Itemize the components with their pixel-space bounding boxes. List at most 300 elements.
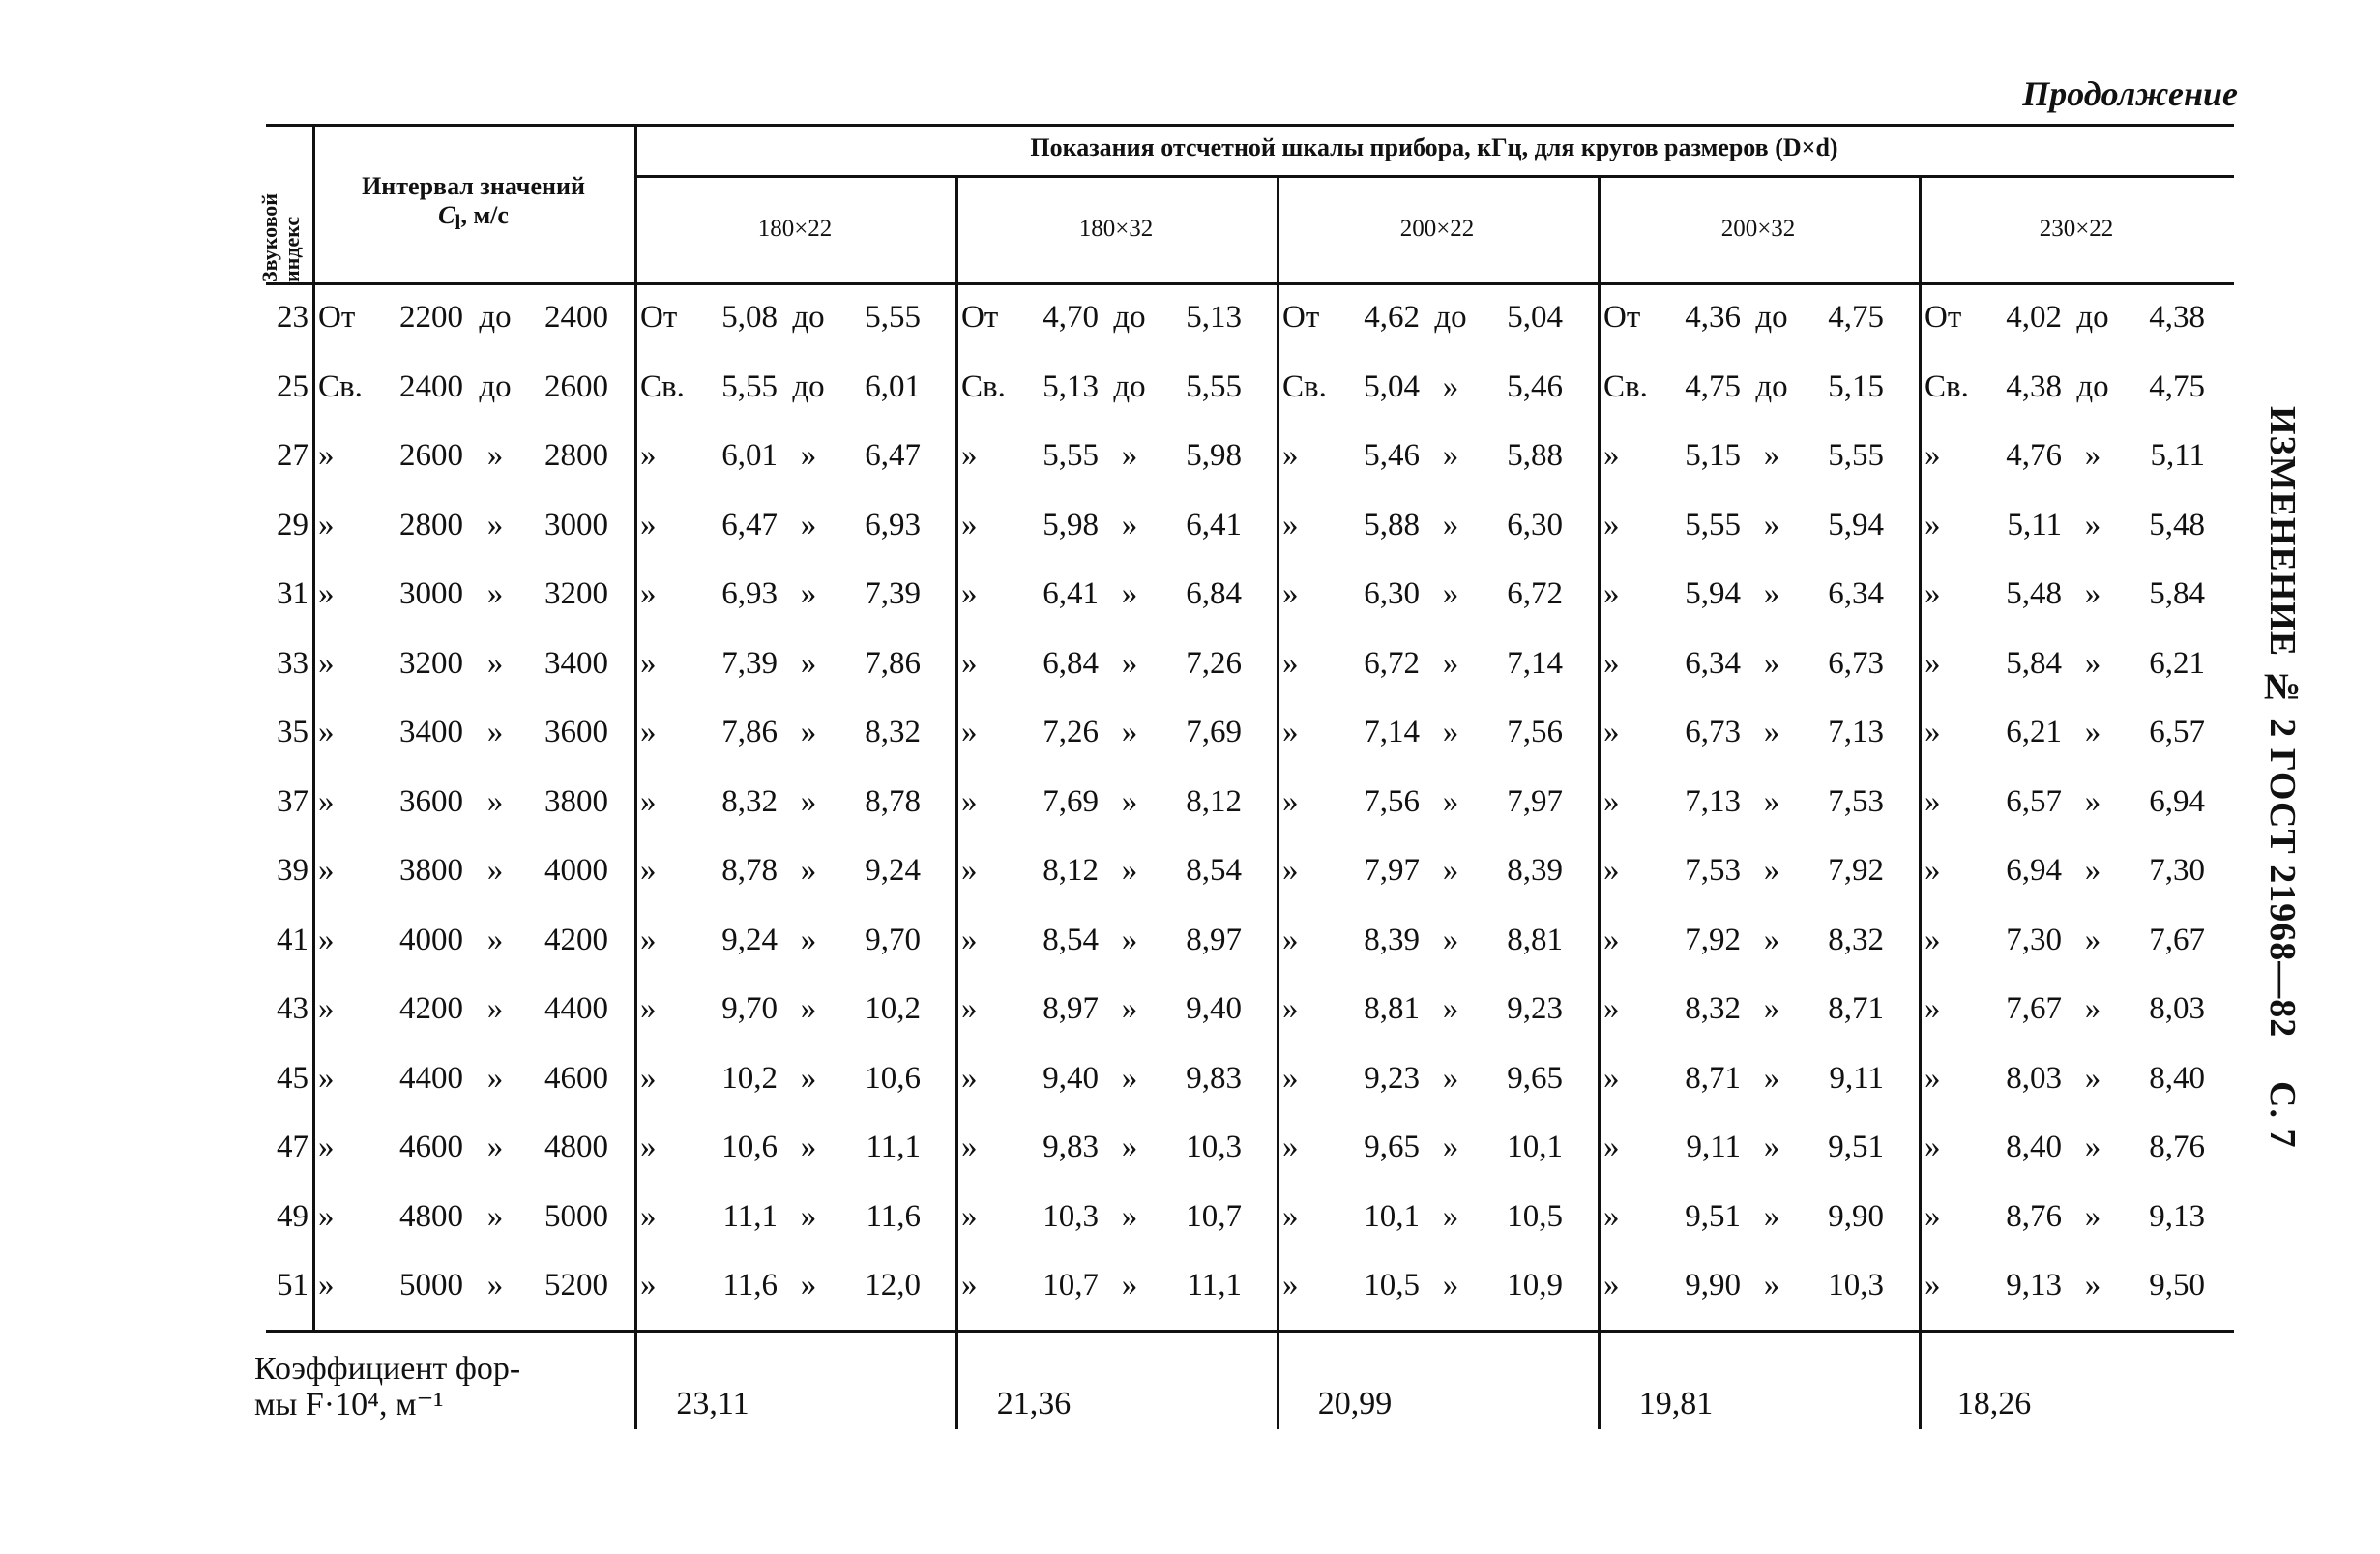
range-to: 6,73: [1828, 645, 1884, 681]
range-from: 3600: [399, 783, 463, 819]
reading-range-cell: [961, 715, 1242, 750]
range-prefix: »: [640, 576, 657, 611]
range-connector: до: [1434, 300, 1467, 335]
reading-range-cell: [640, 438, 921, 474]
range-connector: »: [1442, 991, 1459, 1026]
range-from: 7,30: [2006, 922, 2062, 957]
range-connector: »: [486, 715, 504, 749]
range-connector: »: [800, 853, 817, 888]
range-connector: до: [479, 300, 512, 335]
range-from: 7,56: [1364, 783, 1420, 819]
range-connector: »: [800, 645, 817, 681]
index-header-text: Звуковой индекс: [257, 193, 305, 282]
range-from: 9,65: [1364, 1129, 1420, 1164]
reading-range-cell: [1925, 923, 2205, 958]
range-connector: »: [486, 783, 504, 819]
range-to: 8,76: [2149, 1129, 2205, 1164]
range-to: 5,11: [2150, 438, 2205, 473]
range-prefix: »: [640, 991, 657, 1026]
range-connector: »: [1121, 783, 1138, 819]
range-from: 7,69: [1043, 783, 1099, 819]
reading-range-cell: [1925, 1061, 2205, 1097]
range-connector: »: [2084, 1268, 2101, 1303]
range-prefix: »: [318, 576, 335, 611]
range-connector: »: [1442, 1060, 1459, 1096]
range-connector: »: [2084, 507, 2101, 542]
range-from: 6,94: [2006, 853, 2062, 888]
range-to: 11,1: [1187, 1268, 1242, 1303]
reading-range-cell: [1603, 923, 1884, 958]
range-connector: »: [800, 1129, 817, 1164]
range-connector: »: [800, 991, 817, 1026]
range-prefix: »: [961, 645, 978, 681]
reading-range-cell: [1925, 853, 2205, 889]
range-prefix: »: [1603, 507, 1620, 542]
row-sound-index: 51: [277, 1268, 309, 1303]
range-prefix: »: [961, 576, 978, 611]
range-connector: »: [800, 1198, 817, 1234]
range-connector: »: [1121, 645, 1138, 681]
range-from: 4600: [399, 1129, 463, 1164]
range-connector: »: [1763, 1129, 1780, 1164]
range-to: 7,30: [2149, 853, 2205, 888]
range-connector: »: [1442, 368, 1459, 404]
range-connector: »: [1763, 853, 1780, 888]
range-from: 3400: [399, 715, 463, 749]
range-prefix: »: [318, 922, 335, 957]
range-to: 2800: [544, 438, 608, 473]
range-connector: до: [2076, 300, 2109, 335]
range-to: 6,47: [865, 438, 921, 473]
range-to: 7,92: [1828, 853, 1884, 888]
range-prefix: »: [318, 1060, 335, 1096]
reading-range-cell: [640, 369, 921, 405]
range-to: 8,78: [865, 783, 921, 819]
range-to: 8,97: [1186, 922, 1242, 957]
range-connector: »: [1121, 853, 1138, 888]
range-to: 8,32: [865, 715, 921, 749]
range-prefix: »: [961, 922, 978, 957]
range-prefix: »: [1603, 991, 1620, 1026]
range-to: 7,53: [1828, 783, 1884, 819]
range-to: 8,32: [1828, 922, 1884, 957]
range-prefix: »: [1925, 1129, 1941, 1164]
range-to: 5,55: [1828, 438, 1884, 473]
reading-range-cell: [1925, 646, 2205, 682]
range-connector: »: [486, 438, 504, 473]
shape-coefficient-value: 20,99: [1317, 1386, 1393, 1422]
row-velocity-interval: [318, 1061, 608, 1097]
row-sound-index: 49: [277, 1198, 309, 1234]
range-from: 5,55: [721, 368, 778, 404]
row-sound-index: 37: [277, 783, 309, 819]
range-connector: »: [800, 576, 817, 611]
range-connector: »: [1121, 1060, 1138, 1096]
range-to: 6,30: [1507, 507, 1563, 542]
range-to: 4800: [544, 1129, 608, 1164]
range-to: 6,93: [865, 507, 921, 542]
reading-range-cell: [1603, 1199, 1884, 1235]
range-prefix: »: [640, 1129, 657, 1164]
range-prefix: »: [1282, 645, 1299, 681]
range-prefix: »: [961, 1198, 978, 1234]
range-connector: »: [800, 507, 817, 542]
range-connector: »: [1763, 783, 1780, 819]
range-to: 4,38: [2149, 300, 2205, 335]
range-to: 9,24: [865, 853, 921, 888]
range-from: 5,84: [2006, 645, 2062, 681]
range-connector: до: [1755, 300, 1788, 335]
range-from: 5,88: [1364, 507, 1420, 542]
range-connector: »: [1763, 507, 1780, 542]
interval-column-header: [318, 172, 629, 235]
reading-range-cell: [640, 715, 921, 750]
range-prefix: »: [640, 1060, 657, 1096]
range-from: 8,40: [2006, 1129, 2062, 1164]
range-to: 8,81: [1507, 922, 1563, 957]
range-connector: »: [1121, 715, 1138, 749]
reading-range-cell: [1925, 300, 2205, 336]
range-connector: »: [1442, 645, 1459, 681]
range-prefix: »: [1603, 922, 1620, 957]
reading-range-cell: [1282, 576, 1563, 612]
range-prefix: »: [318, 1129, 335, 1164]
range-connector: »: [486, 1129, 504, 1164]
range-to: 9,83: [1186, 1060, 1242, 1096]
reading-range-cell: [1925, 438, 2205, 474]
reading-range-cell: [1603, 1268, 1884, 1304]
range-prefix: »: [1925, 853, 1941, 888]
range-connector: »: [2084, 991, 2101, 1026]
range-prefix: »: [1603, 576, 1620, 611]
range-from: 10,1: [1364, 1198, 1420, 1234]
range-from: 5000: [399, 1268, 463, 1303]
range-to: 9,50: [2149, 1268, 2205, 1303]
range-connector: »: [1442, 438, 1459, 473]
range-connector: »: [2084, 922, 2101, 957]
range-prefix: »: [1282, 1129, 1299, 1164]
range-connector: »: [1442, 783, 1459, 819]
interval-header-line1: Интервал значений: [362, 172, 585, 200]
range-to: 9,51: [1828, 1129, 1884, 1164]
range-connector: »: [800, 438, 817, 473]
range-connector: »: [486, 576, 504, 611]
range-prefix: От: [640, 300, 678, 335]
range-from: 5,08: [721, 300, 778, 335]
range-from: 6,72: [1364, 645, 1420, 681]
row-sound-index: 47: [277, 1129, 309, 1164]
reading-range-cell: [640, 508, 921, 543]
range-connector: »: [486, 1268, 504, 1303]
range-prefix: »: [1282, 576, 1299, 611]
row-velocity-interval: [318, 508, 608, 543]
shape-coefficient-label-line2: мы F·10⁴, м⁻¹: [254, 1387, 444, 1423]
range-prefix: »: [1282, 783, 1299, 819]
reading-range-cell: [1282, 1061, 1563, 1097]
reading-range-cell: [961, 923, 1242, 958]
range-to: 7,69: [1186, 715, 1242, 749]
range-to: 9,70: [865, 922, 921, 957]
range-connector: »: [1442, 1129, 1459, 1164]
range-from: 5,13: [1043, 368, 1099, 404]
interval-unit: , м/с: [460, 201, 509, 229]
range-from: 6,73: [1685, 715, 1741, 749]
row-sound-index: 25: [277, 368, 309, 404]
range-prefix: »: [640, 853, 657, 888]
range-from: 4,38: [2006, 368, 2062, 404]
range-prefix: »: [640, 1198, 657, 1234]
row-velocity-interval: [318, 438, 608, 474]
range-from: 5,55: [1043, 438, 1099, 473]
range-from: 9,90: [1685, 1268, 1741, 1303]
range-to: 7,67: [2149, 922, 2205, 957]
range-to: 9,40: [1186, 991, 1242, 1026]
range-to: 6,57: [2149, 715, 2205, 749]
column-divider: [634, 124, 637, 1429]
range-prefix: »: [318, 783, 335, 819]
range-to: 8,40: [2149, 1060, 2205, 1096]
range-to: 3600: [544, 715, 608, 749]
range-from: 2600: [399, 438, 463, 473]
range-from: 8,32: [721, 783, 778, 819]
range-prefix: »: [1925, 991, 1941, 1026]
range-to: 3200: [544, 576, 608, 611]
row-velocity-interval: [318, 853, 608, 889]
range-to: 10,3: [1186, 1129, 1242, 1164]
row-sound-index: 23: [277, 300, 309, 335]
range-from: 4200: [399, 991, 463, 1026]
table-subheader-rule: [634, 175, 2234, 178]
column-divider: [1598, 175, 1601, 1429]
range-prefix: От: [318, 300, 356, 335]
range-from: 11,6: [722, 1268, 778, 1303]
range-prefix: Св.: [318, 368, 363, 404]
range-to: 10,7: [1186, 1198, 1242, 1234]
range-connector: »: [1763, 438, 1780, 473]
range-connector: »: [1442, 853, 1459, 888]
range-from: 7,26: [1043, 715, 1099, 749]
range-prefix: »: [1925, 1060, 1941, 1096]
reading-range-cell: [961, 300, 1242, 336]
range-to: 7,56: [1507, 715, 1563, 749]
range-prefix: »: [1282, 853, 1299, 888]
range-to: 9,90: [1828, 1198, 1884, 1234]
range-to: 3000: [544, 507, 608, 542]
row-velocity-interval: [318, 576, 608, 612]
range-from: 4,62: [1364, 300, 1420, 335]
reading-range-cell: [961, 1199, 1242, 1235]
row-velocity-interval: [318, 1199, 608, 1235]
range-from: 7,86: [721, 715, 778, 749]
shape-coefficient-label-line1: Коэффициент фор-: [254, 1351, 521, 1387]
range-from: 6,41: [1043, 576, 1099, 611]
range-to: 10,5: [1507, 1198, 1563, 1234]
range-from: 9,24: [721, 922, 778, 957]
range-prefix: »: [1603, 1268, 1620, 1303]
range-connector: »: [800, 1060, 817, 1096]
range-from: 5,55: [1685, 507, 1741, 542]
range-connector: »: [486, 1060, 504, 1096]
range-to: 4600: [544, 1060, 608, 1096]
reading-range-cell: [1603, 646, 1884, 682]
range-prefix: Св.: [1925, 368, 1969, 404]
range-from: 6,93: [721, 576, 778, 611]
side-standard-title: ИЗМЕНЕНИЕ № 2 ГОСТ 21968—82: [2262, 406, 2303, 1039]
range-to: 7,14: [1507, 645, 1563, 681]
interval-symbol-subscript: l: [455, 211, 461, 235]
range-to: 8,39: [1507, 853, 1563, 888]
range-prefix: »: [1282, 507, 1299, 542]
table-header-bottom-rule: [266, 282, 2234, 285]
range-from: 9,51: [1685, 1198, 1741, 1234]
range-to: 8,54: [1186, 853, 1242, 888]
range-prefix: »: [1603, 1198, 1620, 1234]
reading-range-cell: [640, 576, 921, 612]
range-to: 11,1: [866, 1129, 921, 1164]
range-connector: »: [1763, 645, 1780, 681]
range-connector: »: [800, 922, 817, 957]
range-connector: »: [1442, 715, 1459, 749]
readings-group-header: Показания отсчетной шкалы прибора, кГц, для кругов размеров (D×d): [1030, 133, 1838, 161]
range-connector: »: [1763, 991, 1780, 1026]
range-connector: »: [486, 853, 504, 888]
range-connector: »: [1121, 438, 1138, 473]
side-page-number: С. 7: [2262, 1080, 2303, 1149]
row-velocity-interval: [318, 369, 608, 405]
row-velocity-interval: [318, 923, 608, 958]
column-divider: [1277, 175, 1279, 1429]
dimension-column-header: 200×22: [1399, 216, 1475, 242]
reading-range-cell: [1925, 715, 2205, 750]
range-to: 4400: [544, 991, 608, 1026]
range-from: 5,04: [1364, 368, 1420, 404]
column-divider: [1919, 175, 1922, 1429]
range-to: 5,98: [1186, 438, 1242, 473]
row-sound-index: 27: [277, 438, 309, 473]
range-prefix: »: [318, 715, 335, 749]
range-connector: »: [800, 783, 817, 819]
row-velocity-interval: [318, 991, 608, 1027]
range-connector: »: [1442, 922, 1459, 957]
range-prefix: »: [1282, 1060, 1299, 1096]
range-connector: »: [1442, 507, 1459, 542]
range-connector: »: [1763, 1268, 1780, 1303]
range-from: 8,39: [1364, 922, 1420, 957]
range-to: 10,2: [865, 991, 921, 1026]
row-velocity-interval: [318, 784, 608, 820]
range-prefix: »: [1282, 1268, 1299, 1303]
row-velocity-interval: [318, 715, 608, 750]
range-connector: »: [2084, 853, 2101, 888]
range-from: 10,5: [1364, 1268, 1420, 1303]
reading-range-cell: [1603, 576, 1884, 612]
range-to: 5,84: [2149, 576, 2205, 611]
range-prefix: »: [1925, 645, 1941, 681]
range-from: 3800: [399, 853, 463, 888]
range-to: 6,72: [1507, 576, 1563, 611]
reading-range-cell: [961, 1268, 1242, 1304]
range-prefix: »: [1282, 922, 1299, 957]
index-column-header: [258, 137, 307, 292]
range-from: 4400: [399, 1060, 463, 1096]
reading-range-cell: [640, 923, 921, 958]
range-prefix: Св.: [1282, 368, 1327, 404]
reading-range-cell: [1603, 991, 1884, 1027]
range-prefix: От: [961, 300, 999, 335]
range-to: 6,84: [1186, 576, 1242, 611]
range-connector: »: [2084, 438, 2101, 473]
range-prefix: »: [1603, 853, 1620, 888]
range-to: 7,13: [1828, 715, 1884, 749]
range-from: 4000: [399, 922, 463, 957]
range-from: 5,94: [1685, 576, 1741, 611]
range-to: 5,48: [2149, 507, 2205, 542]
range-from: 6,01: [721, 438, 778, 473]
range-to: 8,71: [1828, 991, 1884, 1026]
range-to: 6,01: [865, 368, 921, 404]
range-to: 9,11: [1829, 1060, 1884, 1096]
row-velocity-interval: [318, 1129, 608, 1165]
shape-coefficient-value: 21,36: [996, 1386, 1072, 1422]
reading-range-cell: [1925, 1129, 2205, 1165]
reading-range-cell: [640, 1199, 921, 1235]
table-top-rule: [266, 124, 2234, 127]
reading-range-cell: [961, 1129, 1242, 1165]
range-from: 8,76: [2006, 1198, 2062, 1234]
reading-range-cell: [1282, 369, 1563, 405]
range-from: 10,2: [721, 1060, 778, 1096]
range-prefix: »: [318, 1268, 335, 1303]
reading-range-cell: [961, 991, 1242, 1027]
reading-range-cell: [1282, 646, 1563, 682]
range-connector: »: [2084, 783, 2101, 819]
range-from: 8,97: [1043, 991, 1099, 1026]
range-to: 6,41: [1186, 507, 1242, 542]
range-from: 4,75: [1685, 368, 1741, 404]
range-from: 9,40: [1043, 1060, 1099, 1096]
range-to: 5200: [544, 1268, 608, 1303]
range-prefix: »: [1603, 1129, 1620, 1164]
range-from: 5,98: [1043, 507, 1099, 542]
range-to: 5,04: [1507, 300, 1563, 335]
range-to: 6,21: [2149, 645, 2205, 681]
reading-range-cell: [1282, 923, 1563, 958]
reading-range-cell: [1603, 438, 1884, 474]
dimension-column-header: 180×32: [1078, 216, 1154, 242]
range-to: 12,0: [865, 1268, 921, 1303]
reading-range-cell: [640, 300, 921, 336]
range-from: 11,1: [722, 1198, 778, 1234]
range-prefix: »: [1925, 1198, 1941, 1234]
range-from: 5,48: [2006, 576, 2062, 611]
range-prefix: »: [961, 438, 978, 473]
range-from: 9,83: [1043, 1129, 1099, 1164]
row-sound-index: 33: [277, 645, 309, 681]
range-from: 8,54: [1043, 922, 1099, 957]
range-connector: »: [1442, 576, 1459, 611]
reading-range-cell: [1925, 1268, 2205, 1304]
range-from: 7,67: [2006, 991, 2062, 1026]
range-prefix: »: [1925, 438, 1941, 473]
page-continuation-label: Продолжение: [2022, 74, 2238, 113]
range-connector: до: [1113, 368, 1146, 404]
range-connector: до: [2076, 368, 2109, 404]
row-sound-index: 45: [277, 1060, 309, 1096]
row-velocity-interval: [318, 1268, 608, 1304]
range-to: 5,55: [1186, 368, 1242, 404]
row-sound-index: 43: [277, 991, 309, 1026]
range-from: 4,36: [1685, 300, 1741, 335]
